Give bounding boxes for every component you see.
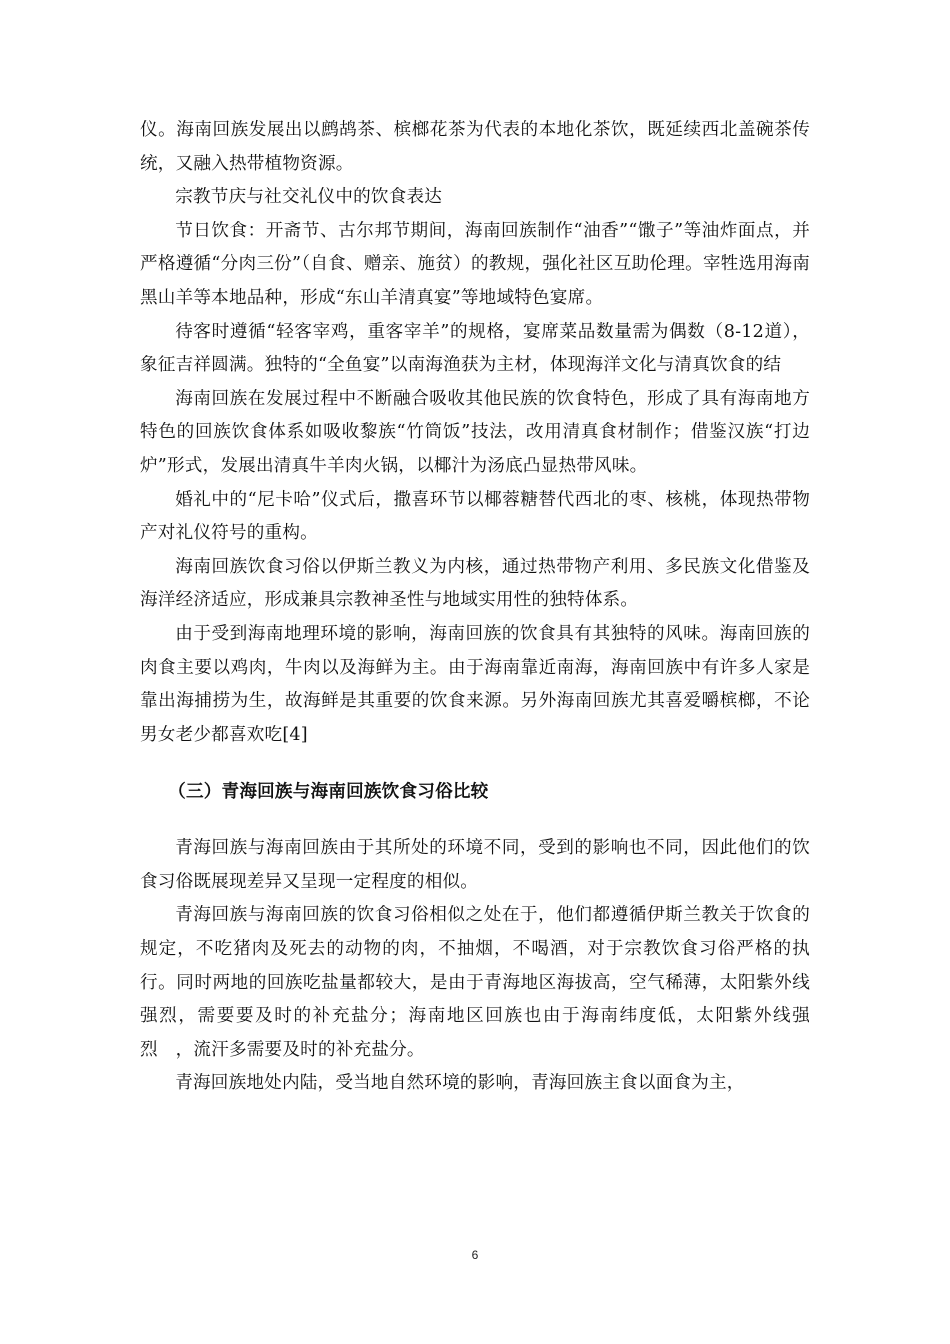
- paragraph: 宗教节庆与社交礼仪中的饮食表达: [175, 187, 443, 208]
- paragraph-group-top: [140, 114, 810, 752]
- paragraph: 仪。海南回族发展出以鹧鸪茶、槟榔花茶为代表的本地化茶饮，既延续西北盖碗茶传统，又融入热带植物资源。: [140, 120, 810, 174]
- body-text: [140, 114, 810, 1101]
- paragraph: 青海回族与海南回族由于其所处的环境不同，受到的影响也不同，因此他们的饮食习俗既展现差异又呈现一定程度的相似。: [140, 838, 810, 892]
- paragraph: 海南回族在发展过程中不断融合吸收其他民族的饮食特色，形成了具有海南地方特色的回族饮食体系如吸收黎族“竹筒饭”技法，改用清真食材制作；借鉴汉族“打边炉”形式，发展出清真牛羊肉火锅，以椰汁为汤底凸显热带风味。: [140, 388, 810, 476]
- paragraph: 青海回族地处内陆，受当地自然环境的影响，青海回族主食以面食为主，: [175, 1073, 745, 1094]
- paragraph: 青海回族与海南回族的饮食习俗相似之处在于，他们都遵循伊斯兰教关于饮食的规定，不吃猪肉及死去的动物的肉，不抽烟，不喝酒，对于宗教饮食习俗严格的执行。同时两地的回族吃盐量都较大，是由于青海地区海拔高，空气稀薄，太阳紫外线强烈，需要要及时的补充盐分；海南地区回族也由于海南纬度低，太阳紫外线强烈 ，流汗多需要及时的补充盐分。: [140, 905, 810, 1060]
- paragraph: 待客时遵循“轻客宰鸡，重客宰羊”的规格，宴席菜品数量需为偶数（8-12道），象征吉祥圆满。独特的“全鱼宴”以南海渔获为主材，体现海洋文化与清真饮食的结: [140, 321, 810, 376]
- paragraph: 海南回族饮食习俗以伊斯兰教义为内核，通过热带物产利用、多民族文化借鉴及海洋经济适应，形成兼具宗教神圣性与地域实用性的独特体系。: [140, 556, 810, 611]
- paragraph: 婚礼中的“尼卡哈”仪式后，撒喜环节以椰蓉糖替代西北的枣、核桃，体现热带物产对礼仪符号的重构。: [140, 489, 810, 544]
- paragraph: 由于受到海南地理环境的影响，海南回族的饮食具有其独特的风味。海南回族的肉食主要以鸡肉，牛肉以及海鲜为主。由于海南靠近南海，海南回族中有许多人家是靠出海捕捞为生，故海鲜是其重要的饮食来源。另外海南回族尤其喜爱嚼槟榔，不论男女老少都喜欢吃[4]: [140, 623, 810, 745]
- paragraph-group-bottom: [140, 832, 810, 1101]
- section-heading: （三）青海回族与海南回族饮食习俗比较: [168, 782, 489, 803]
- paragraph: 节日饮食：开斋节、古尔邦节期间，海南回族制作“油香”“馓子”等油炸面点，并严格遵循“分肉三份”（自食、赠亲、施贫）的教规，强化社区互助伦理。宰牲选用海南黑山羊等本地品种，形成“东山羊清真宴”等地域特色宴席。: [140, 220, 810, 308]
- page-number: 6: [471, 1248, 479, 1262]
